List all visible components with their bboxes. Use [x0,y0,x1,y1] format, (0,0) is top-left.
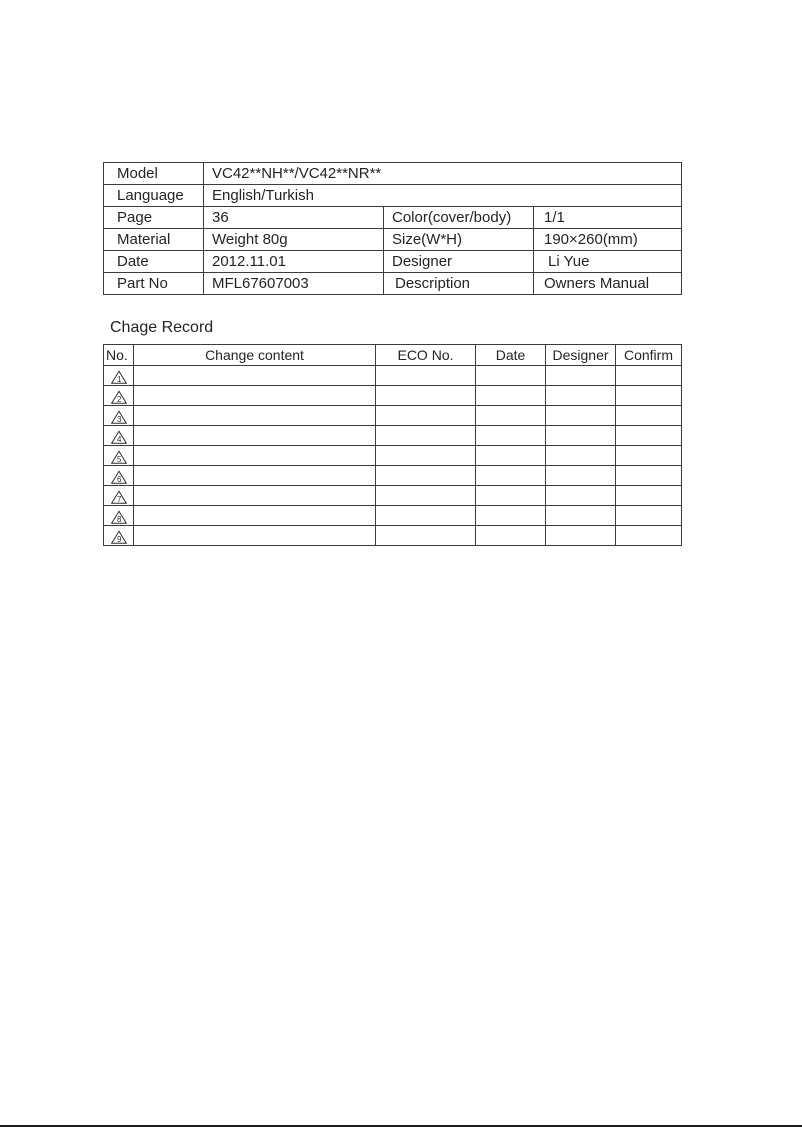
empty-cell [616,466,682,486]
empty-cell [134,446,376,466]
empty-cell [546,426,616,446]
table-row [104,406,682,426]
svg-text:7: 7 [116,494,121,504]
revision-triangle-icon [111,510,127,524]
empty-cell [616,506,682,526]
table-row [104,426,682,446]
table-row [104,207,682,229]
empty-cell [546,386,616,406]
header-cell-change-content: Change content [134,345,376,366]
spec-label-size: Size(W*H) [384,229,534,251]
spec-value-model: VC42**NH**/VC42**NR** [204,163,682,185]
revision-triangle-icon [111,490,127,504]
spec-value-date: 2012.11.01 [204,251,384,273]
empty-cell [616,366,682,386]
empty-cell [376,486,476,506]
header-cell-eco-no: ECO No. [376,345,476,366]
spec-label-material: Material [104,229,204,251]
empty-cell [476,366,546,386]
empty-cell [376,446,476,466]
table-header-row [104,345,682,366]
table-row [104,229,682,251]
revision-triangle-icon [111,530,127,544]
table-row [104,163,682,185]
svg-text:9: 9 [116,534,121,544]
svg-text:6: 6 [116,474,121,484]
empty-cell [616,386,682,406]
svg-text:5: 5 [116,454,121,464]
svg-text:2: 2 [116,394,121,404]
header-cell-date: Date [476,345,546,366]
empty-cell [546,466,616,486]
table-row [104,446,682,466]
spec-label-description: Description [384,273,534,295]
spec-label-model: Model [104,163,204,185]
revision-no-cell [104,426,134,446]
header-cell-designer: Designer [546,345,616,366]
empty-cell [616,426,682,446]
empty-cell [616,406,682,426]
table-row [104,526,682,546]
page-bottom-rule [0,1125,802,1127]
svg-text:4: 4 [116,434,121,444]
revision-triangle-icon [111,470,127,484]
revision-no-cell [104,506,134,526]
empty-cell [376,426,476,446]
table-row [104,185,682,207]
empty-cell [134,366,376,386]
spec-value-material: Weight 80g [204,229,384,251]
empty-cell [546,506,616,526]
empty-cell [616,446,682,466]
spec-label-partno: Part No [104,273,204,295]
spec-label-date: Date [104,251,204,273]
revision-no-cell [104,466,134,486]
empty-cell [476,466,546,486]
empty-cell [476,426,546,446]
empty-cell [476,406,546,426]
header-cell-no: No. [104,345,134,366]
table-row [104,386,682,406]
spec-value-designer: Li Yue [534,251,682,273]
revision-no-cell [104,366,134,386]
empty-cell [546,406,616,426]
spec-value-language: English/Turkish [204,185,682,207]
empty-cell [134,506,376,526]
empty-cell [134,406,376,426]
empty-cell [476,506,546,526]
revision-triangle-icon [111,430,127,444]
empty-cell [376,406,476,426]
revision-no-cell [104,526,134,546]
change-record-table [103,344,682,546]
revision-triangle-icon [111,410,127,424]
empty-cell [376,366,476,386]
table-row [104,366,682,386]
revision-no-cell [104,486,134,506]
spec-label-page: Page [104,207,204,229]
empty-cell [546,486,616,506]
revision-no-cell [104,406,134,426]
spec-label-designer: Designer [384,251,534,273]
empty-cell [476,526,546,546]
spec-value-partno: MFL67607003 [204,273,384,295]
revision-no-cell [104,446,134,466]
table-row [104,486,682,506]
spec-table [103,162,682,295]
empty-cell [376,466,476,486]
empty-cell [476,386,546,406]
spec-value-page: 36 [204,207,384,229]
svg-text:3: 3 [116,414,121,424]
empty-cell [546,526,616,546]
table-row [104,251,682,273]
empty-cell [616,486,682,506]
header-cell-confirm: Confirm [616,345,682,366]
table-row [104,466,682,486]
empty-cell [546,446,616,466]
empty-cell [134,426,376,446]
empty-cell [476,446,546,466]
empty-cell [376,386,476,406]
table-row [104,506,682,526]
empty-cell [376,506,476,526]
empty-cell [134,526,376,546]
empty-cell [376,526,476,546]
change-record-heading: Chage Record [110,319,214,336]
empty-cell [546,366,616,386]
revision-triangle-icon [111,370,127,384]
empty-cell [616,526,682,546]
spec-label-language: Language [104,185,204,207]
svg-text:8: 8 [116,514,121,524]
spec-value-description: Owners Manual [534,273,682,295]
svg-text:1: 1 [116,374,121,384]
spec-value-size: 190×260(mm) [534,229,682,251]
empty-cell [134,486,376,506]
empty-cell [476,486,546,506]
empty-cell [134,386,376,406]
revision-triangle-icon [111,390,127,404]
spec-value-color: 1/1 [534,207,682,229]
spec-label-color: Color(cover/body) [384,207,534,229]
revision-no-cell [104,386,134,406]
revision-triangle-icon [111,450,127,464]
table-row [104,273,682,295]
empty-cell [134,466,376,486]
